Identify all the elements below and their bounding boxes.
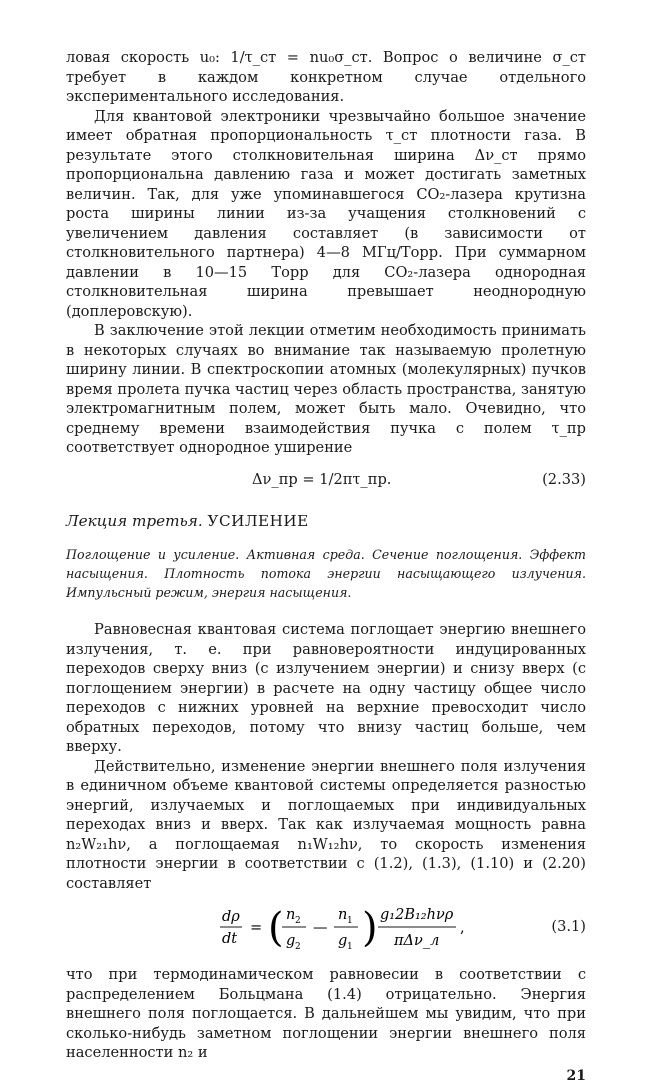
paragraph-collision-width: Для квантовой электроники чрезвычайно большое значение имеет обратная пропорциональность τ_ст плотности газа. В результате этого столкновительная ширина Δν_ст прямо пропорциональна давлению газа и может достигать заметных величин. Так, для уже упоминавшегося CO₂-лазера крутизна роста ширины линии из-за учащения столкновений с увеличением давления составляет (в зависимости от столкновительного партнера) 4—8 МГц/Торр. При суммарном давлении в 10—15 Торр для CO₂-лазера однородная столкновительная ширина превышает неоднородную (доплеровскую). (66, 107, 586, 320)
formula-2-33-expression: Δν_пр = 1/2πτ_пр. (252, 470, 392, 488)
section-body (66, 620, 586, 893)
formula-2-33 (66, 460, 586, 498)
page-footer (66, 1067, 586, 1091)
svg-text:—: — (313, 920, 328, 936)
formula-3-1-number: (3.1) (551, 918, 586, 935)
formula-g2: g (286, 933, 296, 949)
formula-rhs-num: g₁2B₁₂hνρ (380, 907, 454, 923)
paragraph-continuation: ловая скорость u₀: 1/τ_ст = nu₀σ_ст. Вопрос о величине σ_ст требует в каждом конкретном случае отдельного экспериментального исследования. (66, 49, 586, 105)
formula-lhs-den: dt (222, 931, 238, 947)
paragraph-boltzmann: что при термодинамическом равновесии в соответствии с распределением Больцмана (1.4) отрицательно. Энергия внешнего поля поглощается. В дальнейшем мы увидим, что при сколько-нибудь заметном поглощении энергии внешнего поля населенности n₂ и (66, 966, 586, 1061)
formula-2-33-number: (2.33) (542, 470, 586, 488)
formula-3-1 (66, 897, 586, 961)
formula-n1: n (338, 907, 348, 923)
formula-lhs-num: dρ (222, 909, 240, 925)
formula-3-1-graphic (216, 897, 526, 961)
paragraph-equilibrium: Равновесная квантовая система поглощает энергию внешнего излучения, т. е. при равновероятности индуцированных переходов сверху вниз (с излучением энергии) и снизу вверх (с поглощением энергии) в расчете на одну частицу общее число переходов с нижних уровней на верхние превосходит число обратных переходов, потому что внизу частиц больше, чем вверху. (66, 621, 586, 755)
formula-g1-sub: 1 (347, 942, 353, 952)
formula-n1-sub: 1 (347, 916, 353, 926)
paragraph-energy-change: Действительно, изменение энергии внешнего поля излучения в единичном объеме квантовой системы определяется разностью энергий, излучаемых и поглощаемых при индивидуальных переходах вниз и вверх. Так как излучаемая мощность равна n₂W₂₁hν, а поглощаемая n₁W₁₂hν, то скорость изменения плотности энергии в соответствии с (1.2), (1.3), (1.10) и (2.20) составляет (66, 757, 586, 892)
paragraph-transit-width: В заключение этой лекции отметим необходимость принимать в некоторых случаях во внимание так называемую пролетную ширину линии. В спектроскопии атомных (молекулярных) пучков время пролета пучка частиц через область пространства, занятую электромагнитным полем, может быть мало. Очевидно, что среднему времени взаимодействия пучка с полем τ_пр соответствует однородное уширение (66, 322, 586, 456)
lecture-heading (66, 512, 586, 532)
formula-n2: n (286, 907, 296, 923)
formula-g2-sub: 2 (295, 942, 301, 952)
formula-n2-sub: 2 (295, 916, 301, 926)
lecture-title: УСИЛЕНИЕ (207, 511, 309, 530)
svg-text:=: = (250, 920, 263, 936)
svg-text:): ) (362, 905, 378, 951)
formula-rhs-den: πΔν_л (394, 933, 440, 949)
formula-g1: g (338, 933, 348, 949)
lecture-abstract: Поглощение и усиление. Активная среда. Сечение поглощения. Эффект насыщения. Плотность потока энергии насыщающего излучения. Импульсный режим, энергия насыщения. (66, 547, 586, 600)
svg-text:(: ( (268, 905, 284, 951)
page-body (66, 48, 586, 1091)
lecture-label: Лекция третья. (66, 511, 203, 530)
svg-text:,: , (460, 920, 465, 936)
page-number: 21 (566, 1067, 586, 1084)
